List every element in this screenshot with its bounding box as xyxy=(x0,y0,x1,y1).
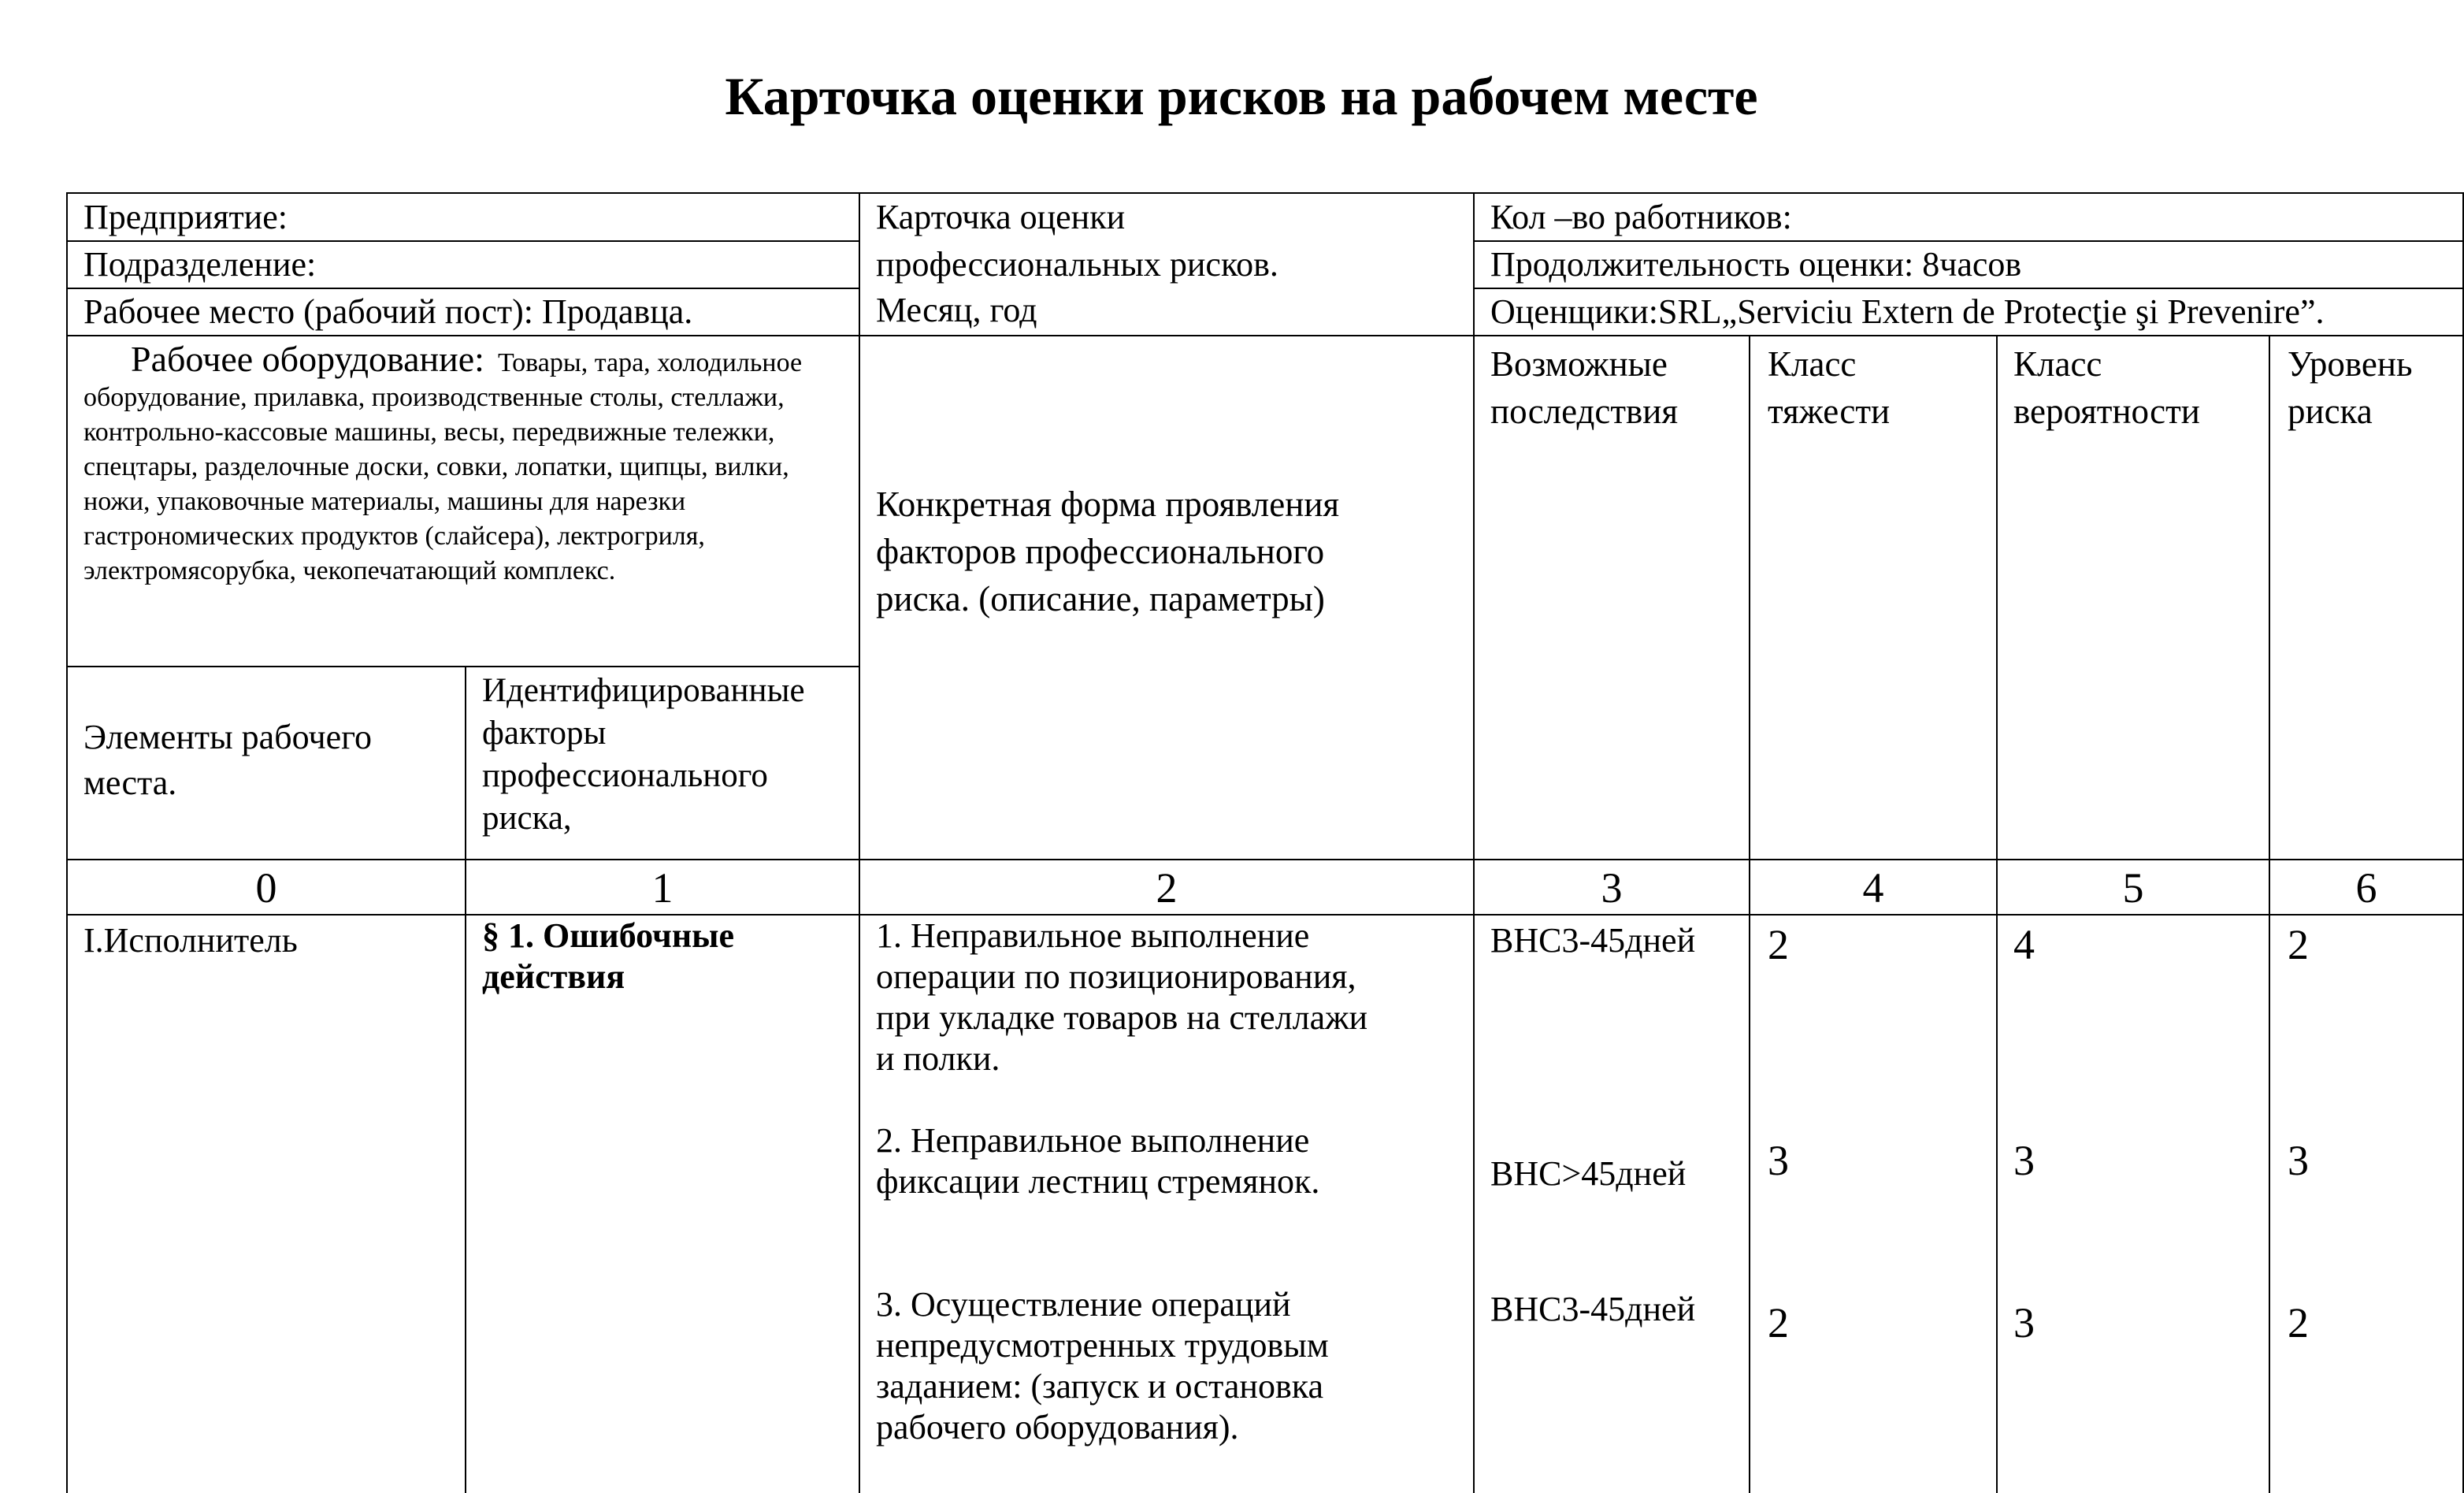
row1-consequence: ВНС3-45дней xyxy=(1490,921,1696,960)
col-consequences-line2: последствия xyxy=(1490,392,1679,431)
col-consequences-line1: Возможные xyxy=(1490,344,1668,384)
col-elements-line2: места. xyxy=(83,763,177,802)
row2-desc-line1: 2. Неправильное выполнение xyxy=(876,1121,1310,1160)
row3-desc-line1: 3. Осуществление операций xyxy=(876,1285,1291,1324)
workers-count: Кол –во работников: xyxy=(1490,198,1792,236)
assessors: Оценщики:SRL„Serviciu Extern de Protecţie şi Prevenire”. xyxy=(1490,292,2325,331)
row3-severity: 2 xyxy=(1768,1299,1789,1346)
card-title-line1: Карточка оценки xyxy=(876,198,1126,236)
col-factors-line1: Идентифицированные xyxy=(482,672,805,709)
col-form-line1: Конкретная форма проявления xyxy=(876,485,1340,524)
factor-title-line2: действия xyxy=(482,957,625,996)
row3-desc-line3: заданием: (запуск и остановка xyxy=(876,1367,1323,1406)
factor-title-line1: § 1. Ошибочные xyxy=(482,916,735,955)
row3-risk: 2 xyxy=(2288,1299,2309,1346)
col-factors-line2: факторы xyxy=(482,715,607,752)
col-form-line3: риска. (описание, параметры) xyxy=(876,579,1325,618)
row3-consequence: ВНС3-45дней xyxy=(1490,1290,1696,1328)
col-number-1: 1 xyxy=(651,864,674,912)
row1-probability: 4 xyxy=(2013,921,2035,968)
col-severity-line1: Класс xyxy=(1768,344,1857,384)
row1-desc-line3: при укладке товаров на стеллажи xyxy=(876,998,1368,1037)
row1-desc-line1: 1. Неправильное выполнение xyxy=(876,916,1310,955)
card-title-line2: профессиональных рисков. xyxy=(876,245,1278,284)
col-number-2: 2 xyxy=(1156,864,1178,912)
row3-desc-line4: рабочего оборудования). xyxy=(876,1408,1239,1447)
row1-desc-line2: операции по позиционирования, xyxy=(876,957,1356,996)
row3-probability: 3 xyxy=(2013,1299,2035,1346)
element-executor: I.Исполнитель xyxy=(83,921,298,960)
row1-desc-line4: и полки. xyxy=(876,1039,1000,1078)
row1-risk: 2 xyxy=(2288,921,2309,968)
division-label: Подразделение: xyxy=(83,245,317,284)
col-factors-line4: риска, xyxy=(482,800,572,837)
col-severity-line2: тяжести xyxy=(1768,392,1891,431)
page-title: Карточка оценки рисков на рабочем месте xyxy=(725,66,1758,126)
workplace-label: Рабочее место (рабочий пост): Продавца. xyxy=(83,292,693,331)
equipment-text: Товары, тара, холодильное оборудование, прилавка, производственные столы, стеллажи, контрольно-кассовые машины, весы, передвижные тележки, спецтары, разделочные доски, совки, лопатки, щипцы, вилки, ножи, упаковочные материалы, машины для нарезки гастрономических продуктов (слайсера), лектрогриля, электромясорубка, чекопечатающий комплекс. xyxy=(83,348,803,585)
col-number-4: 4 xyxy=(1862,864,1884,912)
col-number-0: 0 xyxy=(255,864,277,912)
col-number-6: 6 xyxy=(2355,864,2377,912)
row2-severity: 3 xyxy=(1768,1137,1789,1184)
col-number-5: 5 xyxy=(2122,864,2144,912)
col-probability-line1: Класс xyxy=(2013,344,2102,384)
col-factors-line3: профессионального xyxy=(482,757,768,794)
row3-desc-line2: непредусмотренных трудовым xyxy=(876,1326,1329,1365)
assessment-duration: Продолжительность оценки: 8часов xyxy=(1490,245,2022,284)
col-form-line2: факторов профессионального xyxy=(876,532,1325,571)
card-date: Месяц, год xyxy=(876,291,1037,329)
row2-risk: 3 xyxy=(2288,1137,2309,1184)
row2-probability: 3 xyxy=(2013,1137,2035,1184)
row1-severity: 2 xyxy=(1768,921,1789,968)
col-elements-line1: Элементы рабочего xyxy=(83,718,373,756)
row2-consequence: ВНС>45дней xyxy=(1490,1154,1687,1193)
col-risk-line1: Уровень xyxy=(2288,344,2413,384)
enterprise-label: Предприятие: xyxy=(83,198,288,236)
col-risk-line2: риска xyxy=(2288,392,2373,431)
equipment-block xyxy=(83,339,840,589)
equipment-label: Рабочее оборудование: xyxy=(131,339,484,379)
col-number-3: 3 xyxy=(1601,864,1623,912)
row2-desc-line2: фиксации лестниц стремянок. xyxy=(876,1162,1320,1201)
col-probability-line2: вероятности xyxy=(2013,392,2200,431)
